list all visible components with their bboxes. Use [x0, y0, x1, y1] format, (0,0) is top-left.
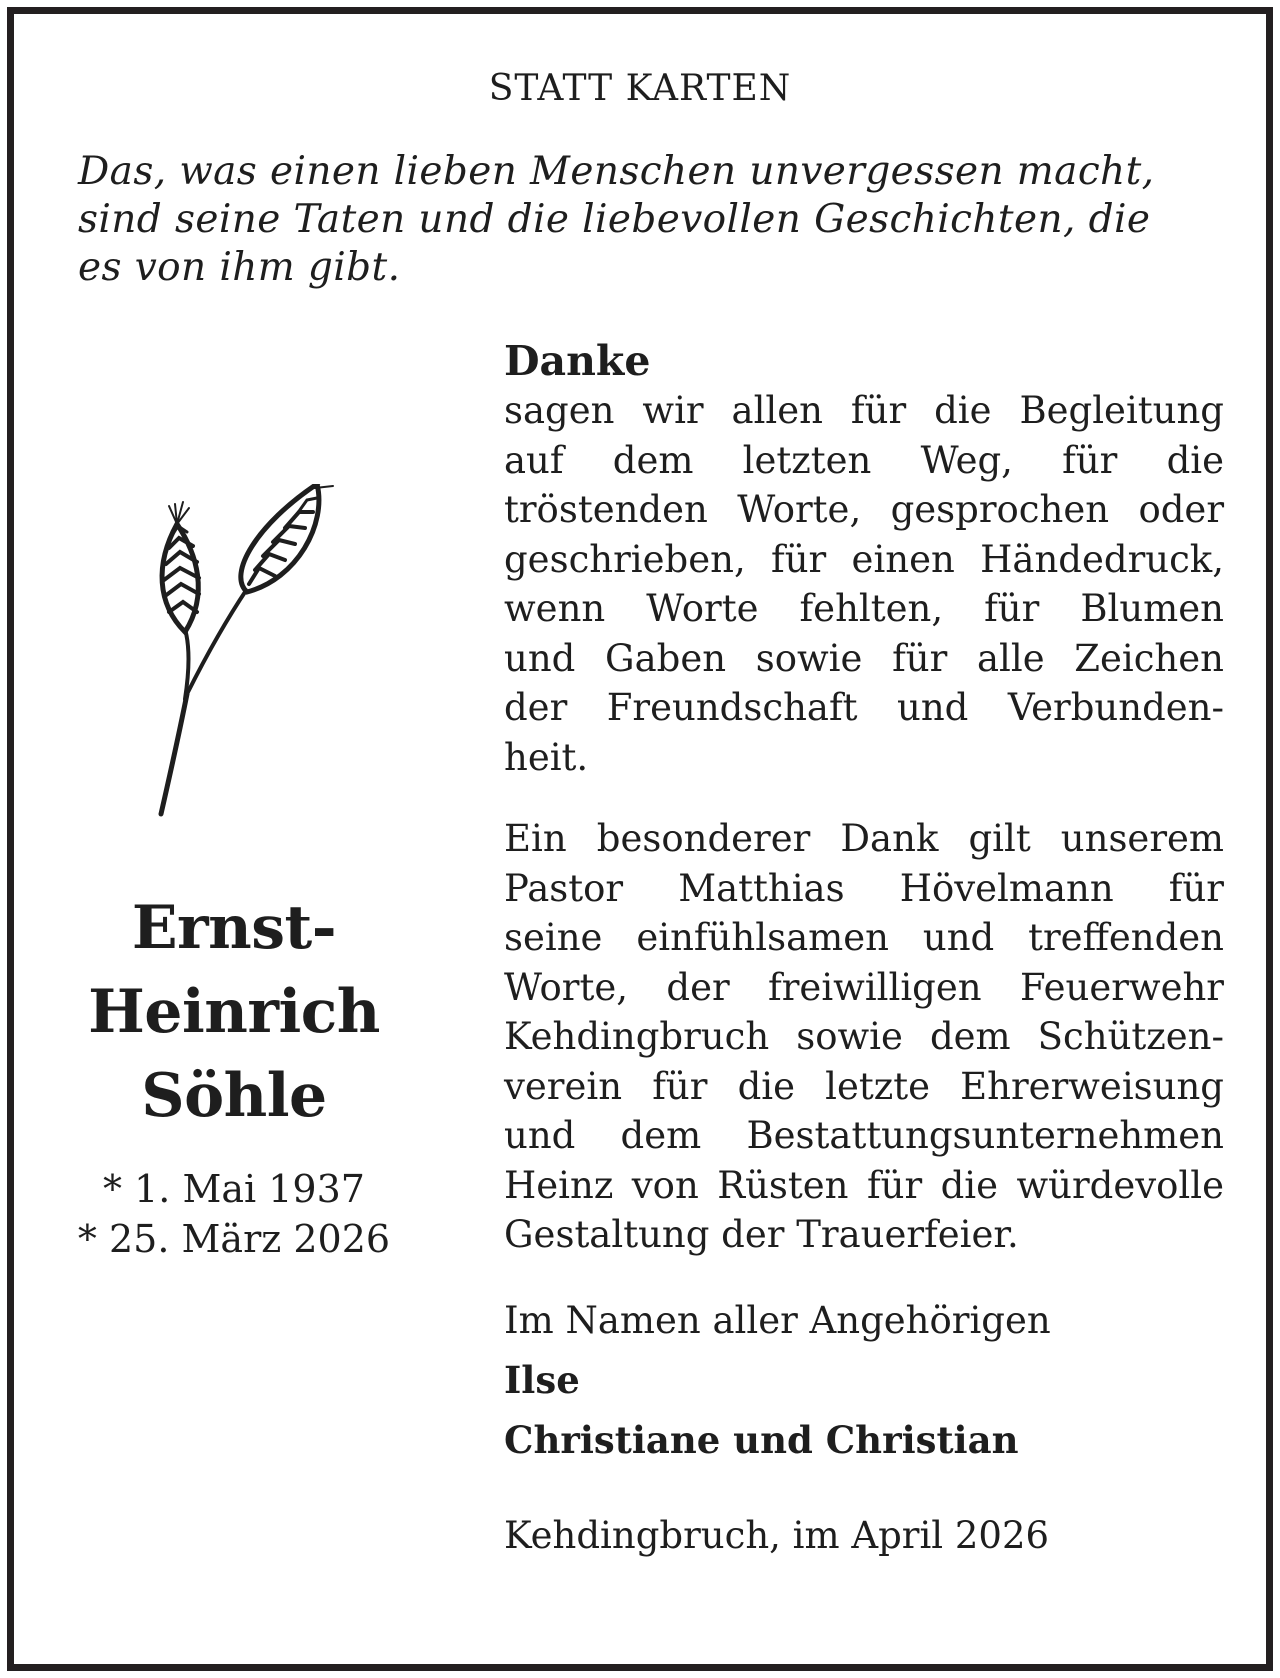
quote-line: sind seine Taten und die liebevollen Geschichten, die [78, 197, 1151, 242]
thanks-paragraph-2 [504, 814, 1224, 1260]
place-and-date: Kehdingbruch, im April 2026 [504, 1513, 1050, 1557]
paragraph-line: tröstenden Worte, gesprochen oder [504, 488, 1224, 531]
paragraph-line: wenn Worte fehlten, für Blumen [504, 587, 1224, 630]
signature-name: Christiane und Christian [504, 1417, 1019, 1462]
thanks-heading: Danke [504, 337, 651, 385]
closing-greeting: Im Namen aller Angehörigen [504, 1298, 1051, 1342]
paragraph-line: verein für die letzte Ehrerweisung [504, 1064, 1224, 1108]
signature-name: Ilse [504, 1357, 580, 1402]
paragraph-line: der Freundschaft und Verbunden- [504, 686, 1224, 729]
deceased-column [14, 14, 464, 1664]
birth-date: * 1. Mai 1937 [103, 1167, 365, 1211]
paragraph-line: seine einfühlsamen und treffenden [504, 916, 1224, 959]
paragraph-line: heit. [504, 735, 589, 779]
thanks-column [504, 336, 1224, 1560]
thanks-paragraph-1 [504, 386, 1224, 782]
paragraph-line: und Gaben sowie für alle Zeichen [504, 636, 1224, 680]
paragraph-line: Kehdingbruch sowie dem Schützen- [504, 1015, 1224, 1058]
name-line: Söhle [141, 1061, 327, 1131]
paragraph-line: und dem Bestattungsunternehmen [504, 1114, 1224, 1157]
name-line: Heinrich [88, 977, 380, 1047]
paragraph-line: sagen wir allen für die Begleitung [504, 389, 1224, 432]
paragraph-line: Ein besonderer Dank gilt unserem [504, 817, 1224, 860]
life-dates [54, 1164, 414, 1264]
obituary-card [7, 7, 1273, 1671]
card-heading: STATT KARTEN [488, 68, 792, 109]
paragraph-line: Pastor Matthias Hövelmann für [504, 866, 1224, 910]
paragraph-line: auf dem letzten Weg, für die [504, 438, 1224, 482]
quote-line: Das, was einen lieben Menschen unvergessen macht, [78, 149, 1155, 194]
paragraph-line: Heinz von Rüsten für die würdevolle [504, 1163, 1224, 1207]
paragraph-line: Gestaltung der Trauerfeier. [504, 1213, 1019, 1256]
name-line: Ernst- [131, 893, 337, 963]
death-date: * 25. März 2026 [77, 1217, 391, 1261]
quote-line: es von ihm gibt. [78, 245, 401, 290]
wheat-ears-icon [147, 484, 367, 834]
paragraph-line: Worte, der freiwilligen Feuerwehr [504, 965, 1224, 1009]
paragraph-line: geschrieben, für einen Händedruck, [504, 537, 1224, 581]
deceased-name [54, 886, 414, 1138]
